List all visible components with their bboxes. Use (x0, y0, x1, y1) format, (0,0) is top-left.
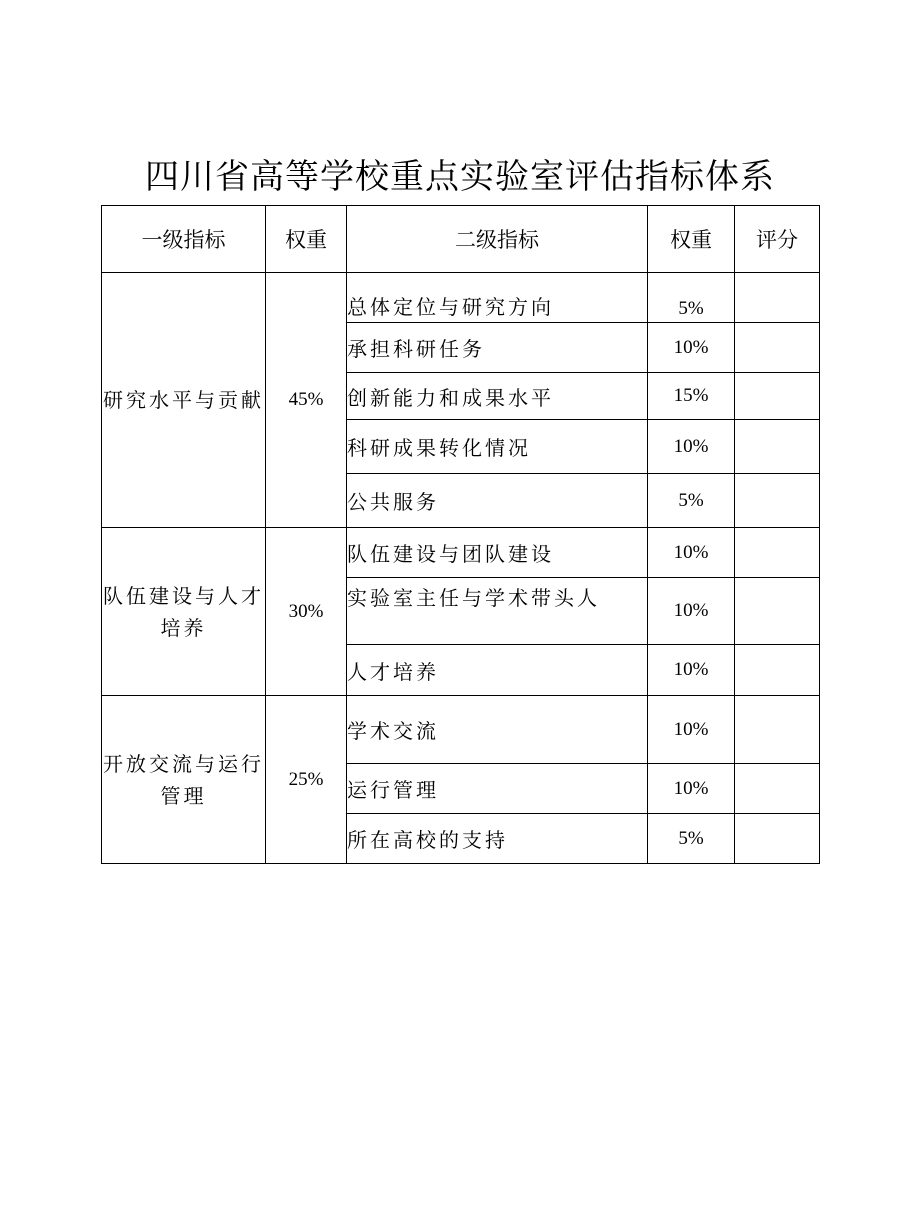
level2-weight: 10% (648, 764, 735, 814)
level2-weight: 10% (648, 420, 735, 474)
score-cell[interactable] (735, 273, 820, 323)
score-cell[interactable] (735, 764, 820, 814)
level2-item: 公共服务 (347, 474, 648, 528)
level2-weight: 5% (648, 474, 735, 528)
level2-item: 人才培养 (347, 645, 648, 696)
header-weight1: 权重 (266, 206, 347, 273)
level1-weight: 45% (266, 273, 347, 528)
score-cell[interactable] (735, 373, 820, 420)
level2-item: 总体定位与研究方向 (347, 273, 648, 323)
score-cell[interactable] (735, 420, 820, 474)
level1-team-talent: 队伍建设与人才培养 (102, 528, 266, 696)
level2-item: 实验室主任与学术带头人 (347, 578, 648, 645)
level2-item: 运行管理 (347, 764, 648, 814)
level1-weight: 30% (266, 528, 347, 696)
level2-weight: 10% (648, 645, 735, 696)
score-cell[interactable] (735, 474, 820, 528)
header-weight2: 权重 (648, 206, 735, 273)
score-cell[interactable] (735, 578, 820, 645)
level2-item: 所在高校的支持 (347, 814, 648, 864)
score-cell[interactable] (735, 528, 820, 578)
level2-item: 创新能力和成果水平 (347, 373, 648, 420)
level2-weight: 10% (648, 696, 735, 764)
level2-weight: 5% (648, 273, 735, 323)
header-level2: 二级指标 (347, 206, 648, 273)
score-cell[interactable] (735, 323, 820, 373)
level2-item: 科研成果转化情况 (347, 420, 648, 474)
score-cell[interactable] (735, 814, 820, 864)
table-row (102, 528, 820, 578)
level1-weight: 25% (266, 696, 347, 864)
level2-weight: 15% (648, 373, 735, 420)
level1-research-contribution: 研究水平与贡献 (102, 273, 266, 528)
header-level1: 一级指标 (102, 206, 266, 273)
level2-item: 承担科研任务 (347, 323, 648, 373)
level2-weight: 10% (648, 323, 735, 373)
level2-item: 队伍建设与团队建设 (347, 528, 648, 578)
score-cell[interactable] (735, 696, 820, 764)
page-title: 四川省高等学校重点实验室评估指标体系 (145, 157, 775, 197)
evaluation-index-table (101, 205, 820, 864)
level2-weight: 10% (648, 578, 735, 645)
table-row (102, 273, 820, 323)
score-cell[interactable] (735, 645, 820, 696)
table-row (102, 696, 820, 764)
level2-weight: 5% (648, 814, 735, 864)
level1-exchange-management: 开放交流与运行管理 (102, 696, 266, 864)
level2-weight: 10% (648, 528, 735, 578)
header-row (102, 206, 820, 273)
header-score: 评分 (735, 206, 820, 273)
level2-item: 学术交流 (347, 696, 648, 764)
